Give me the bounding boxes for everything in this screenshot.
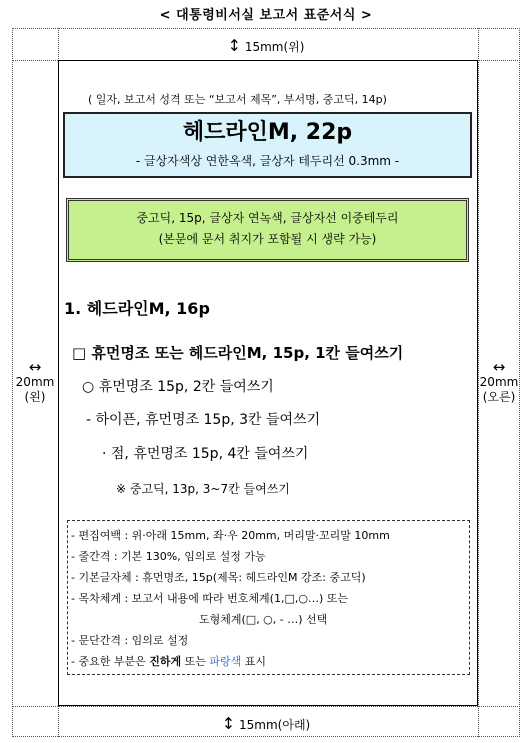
note-item: 도형체계(□, ○, - …) 선택 xyxy=(199,613,328,626)
summary-box xyxy=(66,198,469,262)
summary-line: (본문에 문서 취지가 포함될 시 생략 가능) xyxy=(158,232,377,246)
page-title: < 대통령비서실 보고서 표준서식 > xyxy=(159,8,373,23)
note-item: - 줄간격 : 기본 130%, 임의로 설정 가능 xyxy=(71,550,266,563)
headline-box xyxy=(63,112,472,178)
horizontal-arrow-icon: ↔ xyxy=(28,358,42,376)
bottom-margin-guide xyxy=(12,706,520,707)
notes-box xyxy=(67,520,470,675)
note-item: - 기본글자체 : 휴먼명조, 15p(제목: 헤드라인M 강조: 중고딕) xyxy=(71,571,366,584)
headline-subtitle: - 글상자색상 연한옥색, 글상자 테두리선 0.3mm - xyxy=(135,154,400,168)
top-margin-label: ↕ 15mm(위) xyxy=(227,36,305,55)
note-item: - 중요한 부분은 진하게 또는 파랑색 표시 xyxy=(71,655,266,668)
vertical-arrow-icon: ↕ xyxy=(221,714,236,733)
headline-title: 헤드라인M, 22p xyxy=(182,120,353,145)
body-level-4: - 하이픈, 휴먼명조 15p, 3칸 들여쓰기 xyxy=(86,412,321,428)
body-level-2: □ 휴먼명조 또는 헤드라인M, 15p, 1칸 들여쓰기 xyxy=(72,344,404,362)
right-margin-label: ↔ 20mm (오른) xyxy=(479,358,519,404)
body-level-1: 1. 헤드라인M, 16p xyxy=(64,299,210,318)
body-level-3: ○ 휴먼명조 15p, 2칸 들여쓰기 xyxy=(82,379,274,395)
blue-emphasis: 파랑색 xyxy=(209,655,242,668)
horizontal-arrow-icon: ↔ xyxy=(492,358,506,376)
vertical-arrow-icon: ↕ xyxy=(227,36,241,55)
summary-line: 중고딕, 15p, 글상자 연녹색, 글상자선 이중테두리 xyxy=(136,211,399,225)
meta-line: ( 일자, 보고서 성격 또는 “보고서 제목”, 부서명, 중고딕, 14p) xyxy=(88,93,387,106)
left-margin-label: ↔ 20mm (왼) xyxy=(15,358,55,404)
note-item: - 문단간격 : 임의로 설정 xyxy=(71,634,189,647)
note-item: - 목차체계 : 보고서 내용에 따라 번호체계(1,□,○…) 또는 xyxy=(71,592,348,605)
note-item: - 편집여백 : 위·아래 15mm, 좌·우 20mm, 머리말·꼬리말 10mm xyxy=(71,529,390,542)
body-level-5: · 점, 휴먼명조 15p, 4칸 들여쓰기 xyxy=(102,446,309,462)
bold-emphasis: 진하게 xyxy=(149,655,182,668)
body-level-6: ※ 중고딕, 13p, 3~7칸 들여쓰기 xyxy=(116,482,290,496)
bottom-margin-label: ↕ 15mm(아래) xyxy=(221,714,311,733)
